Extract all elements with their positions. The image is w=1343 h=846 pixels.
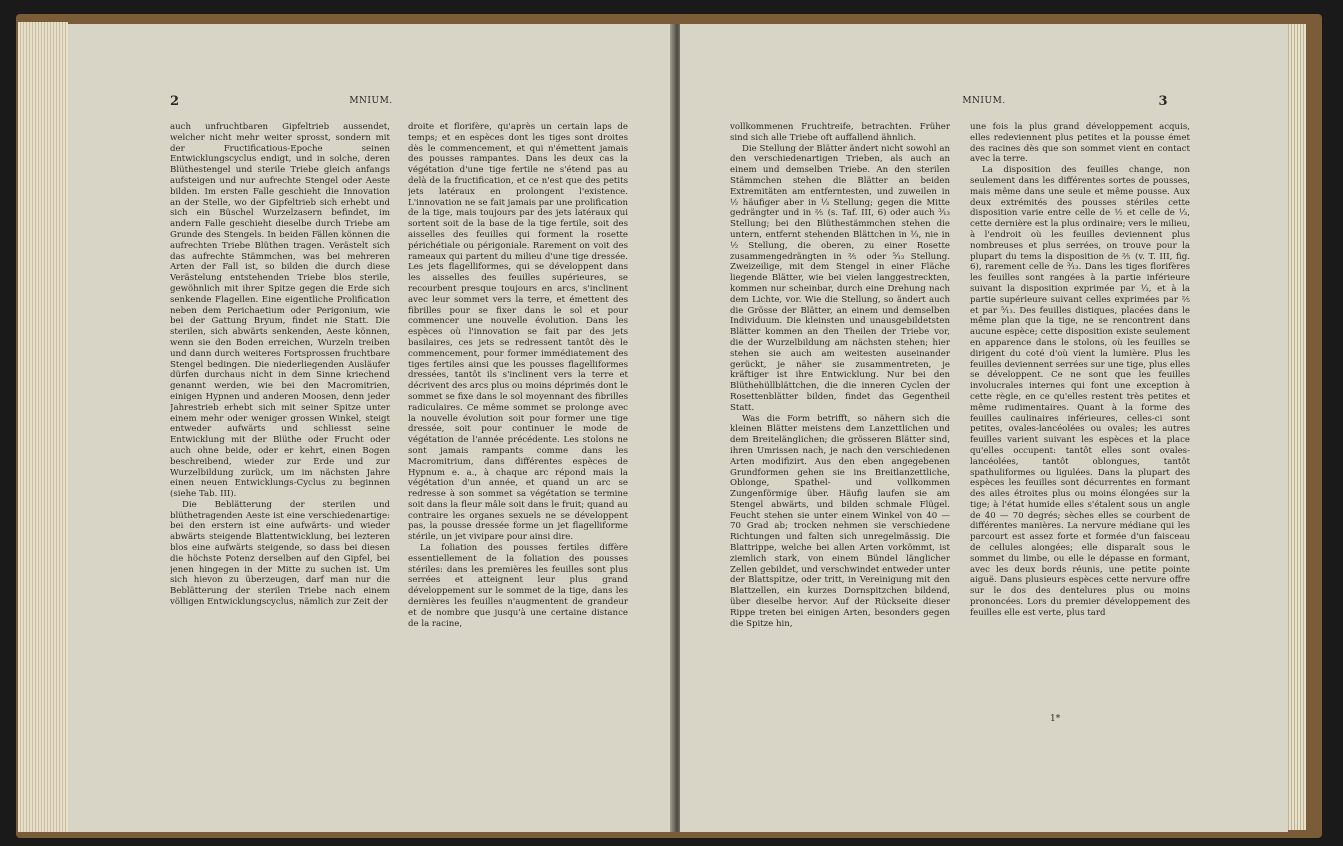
left-page-header xyxy=(68,96,674,112)
paragraph: une fois la plus grand développement acquis, elles redeviennent plus petites et la pousse émet des racines dès que son sommet vient en contact avec la terre. xyxy=(970,122,1190,165)
left-column-german xyxy=(730,122,950,722)
right-column-french xyxy=(970,122,1190,722)
paragraph: vollkommenen Fruchtreife, betrachten. Früher sind sich alle Triebe oft auffallend ähnlich. xyxy=(730,122,950,143)
running-head: MNIUM. xyxy=(349,96,393,106)
paragraph: auch unfruchtbaren Gipfeltrieb aussendet, welcher nicht mehr weiter sprosst, sondern mit der Fructificatious-Epoche seinen Entwicklungscyclus endigt, und in solche, deren Blüthestengel und sterile Triebe gleich anfangs aufsteigen und nur aufrechte Stengel oder Aeste bilden. Im ersten Falle geschieht die Innovation an der Stelle, wo der Gipfeltrieb sich erhebt und sich ein Büschel Wurzelzasern befindet, im andern Falle geschieht dieselbe durch Triebe am Grunde des Stengels. In beiden Fällen können die aufrechten Triebe Blüthen tragen. Verästelt sich das aufrechte Stämmchen, was bei mehreren Arten der Fall ist, so bilden die durch diese Verästelung entstehenden Triebe blos sterile, gewöhnlich mit ihrer Spitze gegen die Erde sich senkende Flagellen. Eine eigentliche Prolification neben dem Perichaetium oder Perigonium, wie bei der Gattung Bryum, findet nie Statt. Die sterilen, sich abwärts senkenden, Aeste können, wenn sie den Boden erreichen, Wurzeln treiben und dann durch weiteres Fortsprossen fruchtbare Stengel bedingen. Die niederliegenden Ausläufer dürfen durchaus nicht in dem Sinne kriechend genannt werden, wie bei den Macromitrien, einigen Hypnen und anderen Moosen, denn jeder Jahrestrieb erhebt sich mit seiner Spitze unter einem mehr oder weniger grossen Winkel, steigt entweder aufwärts und schliesst seine Entwicklung mit der Blüthe oder Frucht oder auch ohne beide, oder er kehrt, einen Bogen beschreibend, wieder zur Erde und zur Wurzelbildung zurück, um im nächsten Jahre einen neuen Entwicklungs-Cyclus zu beginnen (siehe Tab. III). xyxy=(170,122,390,500)
paragraph: Was die Form betrifft, so nähern sich die kleinen Blätter meistens dem Lanzettlichen und dem Breitelänglichen; die grösseren Blätter sind, ihren Umrissen nach, je nach den verschiedenen Arten modifizirt. Aus den eben angegebenen Grundformen gehen sie ins Breitlanzettliche, Oblonge, Spathel- und vollkommen Zungenförmige über. Häufig laufen sie am Stengel abwärts, und bilden schmale Flügel. Feucht stehen sie unter einem Winkel von 40 — 70 Grad ab; trocken nehmen sie verschiedene Richtungen und falten sich unregelmässig. Die Blattrippe, welche bei allen Arten vorkömmt, ist ziemlich stark, von einem Bündel länglicher Zellen gebildet, und verschwindet entweder unter der Blattspitze, oder tritt, in Vereinigung mit den Blattzellen, ein kurzes Dornspitzchen bildend, über dieselbe hervor. Auf der Rückseite dieser Rippe treten bei einigen Arten, besonders gegen die Spitze hin, xyxy=(730,413,950,629)
signature-mark: 1* xyxy=(1050,714,1061,724)
page-edges-right xyxy=(1286,24,1306,830)
paragraph: La foliation des pousses fertiles diffère essentiellement de la foliation des pousses stériles: dans les premières les feuilles sont plus serrées et atteignent leur plus grand développement sur le sommet de la tige, dans les dernières les feuilles n'augmentent de grandeur et de nombre que jusqu'à une certaine distance de la racine, xyxy=(408,543,628,629)
right-page-header xyxy=(680,96,1288,112)
running-head: MNIUM. xyxy=(962,96,1006,106)
paragraph: Die Stellung der Blätter ändert nicht sowohl an den verschiedenartigen Trieben, als auch an einem und demselben Triebe. An den sterilen Stämmchen stehen die Blätter an beiden Extremitäten am entferntesten, und zuweilen in ½ häufiger aber in ⅓ Stellung; gegen die Mitte gedrängter und in ⅖ (s. Taf. III, 6) oder auch ³⁄₁₃ Stellung; bei den Blüthestämmchen stehen die untern, entfernt stehenden Blättchen in ⅓, nie in ½ Stellung, die oberen, zu einer Rosette zusammengedrängten in ⅖ oder ⁵⁄₁₃ Stellung. Zweizeilige, mit dem Stengel in einer Fläche liegende Blätter, wie bei vielen langgestreckten, kommen nur scheinbar, durch eine Drehung nach dem Lichte, vor. Wie die Stellung, so ändert auch die Grösse der Blätter, an einem und demselben Individuum. Die kleinsten und unausgebildetsten Blätter kommen an den Theilen der Triebe vor, die der Wurzelbildung am nächsten stehen; hier stehen sie auch am weitesten auseinander gerückt, je näher sie zusammentreten, je kräftiger ist ihre Entwicklung. Nur bei den Blüthehüllblättchen, die die inneren Cyclen der Rosettenblätter bilden, findet das Gegentheil Statt. xyxy=(730,143,950,413)
left-page xyxy=(68,24,674,832)
page-number: 2 xyxy=(170,94,180,109)
left-column-german xyxy=(170,122,390,722)
right-page xyxy=(680,24,1288,832)
right-column-french xyxy=(408,122,628,722)
paragraph: droite et florifère, qu'après un certain laps de temps; et en espèces dont les tiges sont droites dès le commencement, et qui n'émettent jamais des pousses rampantes. Dans les deux cas la végétation d'une tige fertile ne s'étend pas au delà de la fructification, et ce n'est que des petits jets latéraux en prolongent l'existence. L'innovation ne se fait jamais par une prolification de la tige, mais toujours par des jets latéraux qui sortent soit de la base de la tige fertile, soit des aisselles des feuilles qui forment la rosette périchétiale ou périgoniale. Rarement on voit des rameaux qui partent du milieu d'une tige dressée. Les jets flagelliformes, qui se développent dans les aisselles des feuilles supérieures, se recourbent presque toujours en arcs, s'inclinent avec leur sommet vers la terre, et émettent des fibrilles pour se fixer dans le sol et pour commencer une nouvelle évolution. Dans les espèces où l'innovation se fait par des jets basilaires, ces jets se redressent tantôt dès le commencement, pour former immédiatement des tiges fertiles ainsi que les pousses flagelliformes dressées, tantôt ils s'inclinent vers la terre et décrivent des arcs plus ou moins déprimés dont le sommet se fixe dans le sol moyennant des fibrilles radiculaires. Ce même sommet se prolonge avec la nouvelle évolution soit pour former une tige dressée, soit pour continuer le mode de végétation de l'année précédente. Les stolons ne sont jamais rampants comme dans les Macromitrium, dans différentes espèces de Hypnum e. a., à chaque arc répond mais la végétation d'un année, et quand un arc se redresse à son sommet sa végétation se termine soit dans la fleur mâle soit dans le fruit; quand au contraire les organes sexuels ne se développent pas, la pousse dressée forme un jet flagelliforme stérile, un jet vivipare pour ainsi dire. xyxy=(408,122,628,543)
paragraph: La disposition des feuilles change, non seulement dans les différentes sortes de pousses, mais même dans une seule et même pousse. Aux deux extrémités des pousses stériles cette disposition varie entre celle de ½ et celle de ⅓, cette dernière est la plus ordinaire; vers le milieu, à l'endroit où les feuilles deviennent plus nombreuses et plus serrées, on trouve pour la plupart du tems la disposition de ⅖ (v. T. III, fig. 6), rarement celle de ³⁄₁₃. Dans les tiges florifères les feuilles sont rangées à la partie inférieure suivant la disposition exprimée par ⅓, et à la partie supérieure suivant celles exprimées par ⅖ et par ⁵⁄₁₃. Des feuilles distiques, placées dans le même plan que la tige, ne se rencontrent dans aucune espèce; cette disposition existe seulement en apparence dans le stolons, où les feuilles se dirigent du coté d'où vient la lumière. Plus les feuilles deviennent serrées sur une tige, plus elles se développent. Ce ne sont que les feuilles involucrales internes qui font une exception à cette règle, en ce qu'elles restent très petites et même rudimentaires. Quant à la forme des feuilles caulinaires inférieures, celles-ci sont petites, ovales-lancéolées ou ovales; les autres feuilles varient suivant les espèces et la place qu'elles occupent: tantôt elles sont ovales-lancéolées, tantôt oblongues, tantôt spathuliformes ou ligulées. Dans la plupart des espèces les feuilles sont décurrentes en formant des ailes étroites plus ou moins élongées sur la tige; à l'état humide elles s'étalent sous un angle de 40 — 70 degrés; sèches elles se courbent de différentes manières. La nervure médiane qui les parcourt est assez forte et formée d'un faisceau de cellules alongées; elle disparaît sous le sommet du limbe, ou elle le dépasse en formant, avec les deux bords réunis, une petite pointe aiguë. Dans plusieurs espèces cette nervure offre sur le dos des dentelures plus ou moins prononcées. Lors du premier développement des feuilles elle est verte, plus tard xyxy=(970,165,1190,618)
paragraph: Die Beblätterung der sterilen und blüthetragenden Aeste ist eine verschiedenartige: bei den erstern ist eine aufwärts- und wieder abwärts steigende Blattentwicklung, bei lezteren blos eine aufwärts steigende, so dass bei diesen die höchste Potenz derselben auf den Gipfel, bei jenen hingegen in der Mitte zu suchen ist. Um sich hievon zu überzeugen, darf man nur die Beblätterung der sterilen Triebe nach einem völligen Entwicklungscyclus, nämlich zur Zeit der xyxy=(170,499,390,608)
page-edges-left xyxy=(18,22,68,832)
page-number: 3 xyxy=(1158,94,1168,109)
